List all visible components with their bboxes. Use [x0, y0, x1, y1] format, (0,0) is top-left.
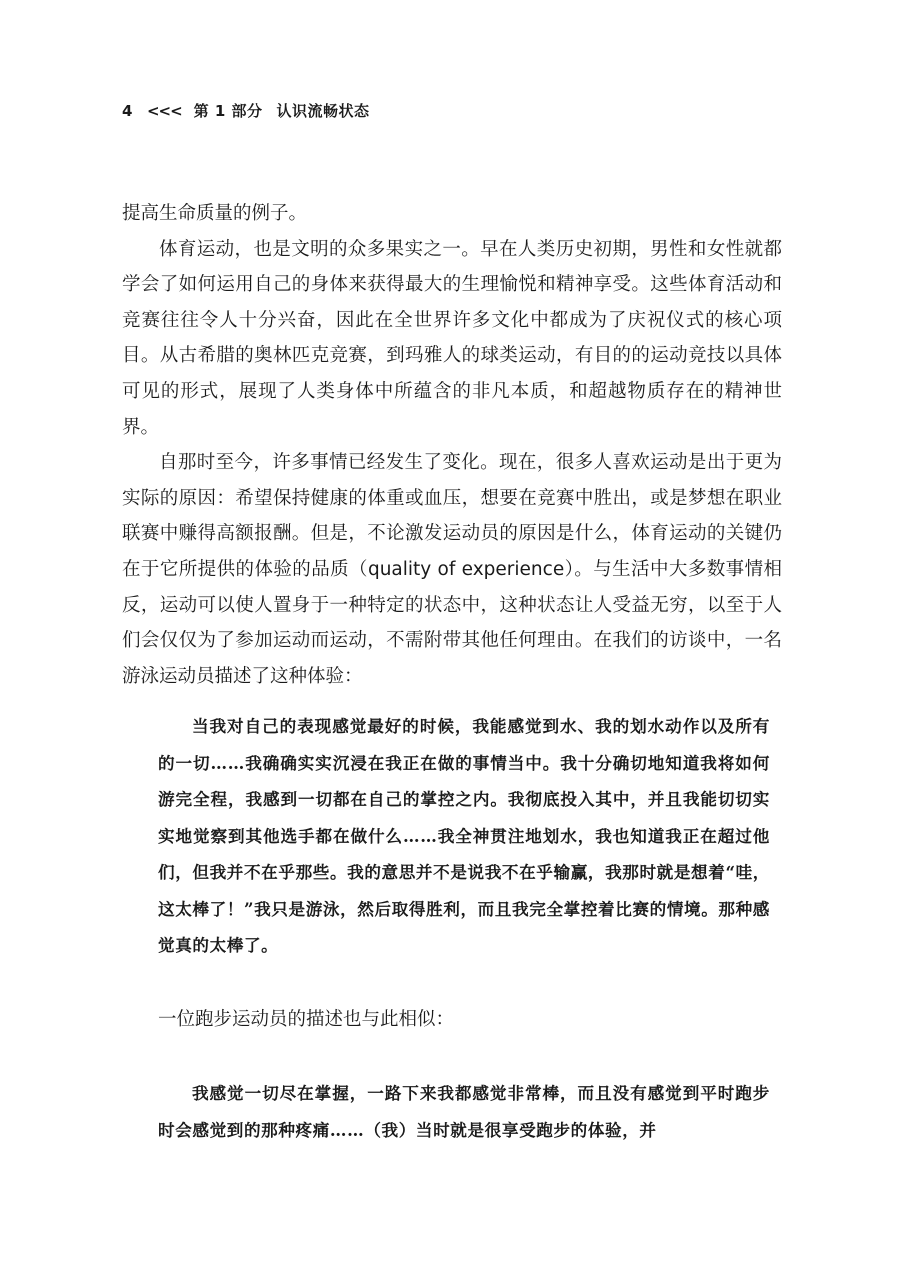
part-title: 认识流畅状态	[276, 102, 370, 120]
block-quote-runner	[158, 1075, 770, 1149]
part-label: 第 1 部分	[193, 102, 263, 120]
block-quote-swimmer	[158, 708, 770, 964]
running-head	[122, 100, 370, 121]
page-number: 4	[122, 102, 133, 120]
chevron-left-icon: <<<	[146, 102, 182, 120]
quote-text: 我感觉一切尽在掌握，一路下来我都感觉非常棒，而且没有感觉到平时跑步时会感觉到的那种疼痛……（我）当时就是很享受跑步的体验，并	[158, 1083, 770, 1140]
quote-text: 当我对自己的表现感觉最好的时候，我能感觉到水、我的划水动作以及所有的一切……我确确实实沉浸在我正在做的事情当中。我十分确切地知道我将如何游完全程，我感到一切都在自己的掌控之内。我彻底投入其中，并且我能切切实实地觉察到其他选手都在做什么……我全神贯注地划水，我也知道我正在超过他们，但我并不在乎那些。我的意思并不是说我不在乎输赢，我那时就是想着“哇，这太棒了！”我只是游泳，然后取得胜利，而且我完全掌控着比赛的情境。那种感觉真的太棒了。	[158, 716, 770, 955]
paragraph-sports: 体育运动，也是文明的众多果实之一。早在人类历史初期，男性和女性就都学会了如何运用自己的身体来获得最大的生理愉悦和精神享受。这些体育活动和竞赛往往令人十分兴奋，因此在全世界许多文化中都成为了庆祝仪式的核心项目。从古希腊的奥林匹克竞赛，到玛雅人的球类运动，有目的的运动竞技以具体可见的形式，展现了人类身体中所蕴含的非凡本质，和超越物质存在的精神世界。	[122, 238, 782, 438]
paragraph-continuation: 提高生命质量的例子。	[122, 203, 308, 224]
paragraph-change: 自那时至今，许多事情已经发生了变化。现在，很多人喜欢运动是出于更为实际的原因：希望保持健康的体重或血压，想要在竞赛中胜出，或是梦想在职业联赛中赚得高额报酬。但是，不论激发运动员的原因是什么，体育运动的关键仍在于它所提供的体验的品质（quality of experience）。与生活中大多数事情相反，运动可以使人置身于一种特定的状态中，这种状态让人受益无穷，以至于人们会仅仅为了参加运动而运动，不需附带其他任何理由。在我们的访谈中，一名游泳运动员描述了这种体验：	[122, 452, 782, 687]
paragraph-runner-intro: 一位跑步运动员的描述也与此相似：	[158, 1009, 455, 1030]
body-text-block	[122, 196, 782, 694]
